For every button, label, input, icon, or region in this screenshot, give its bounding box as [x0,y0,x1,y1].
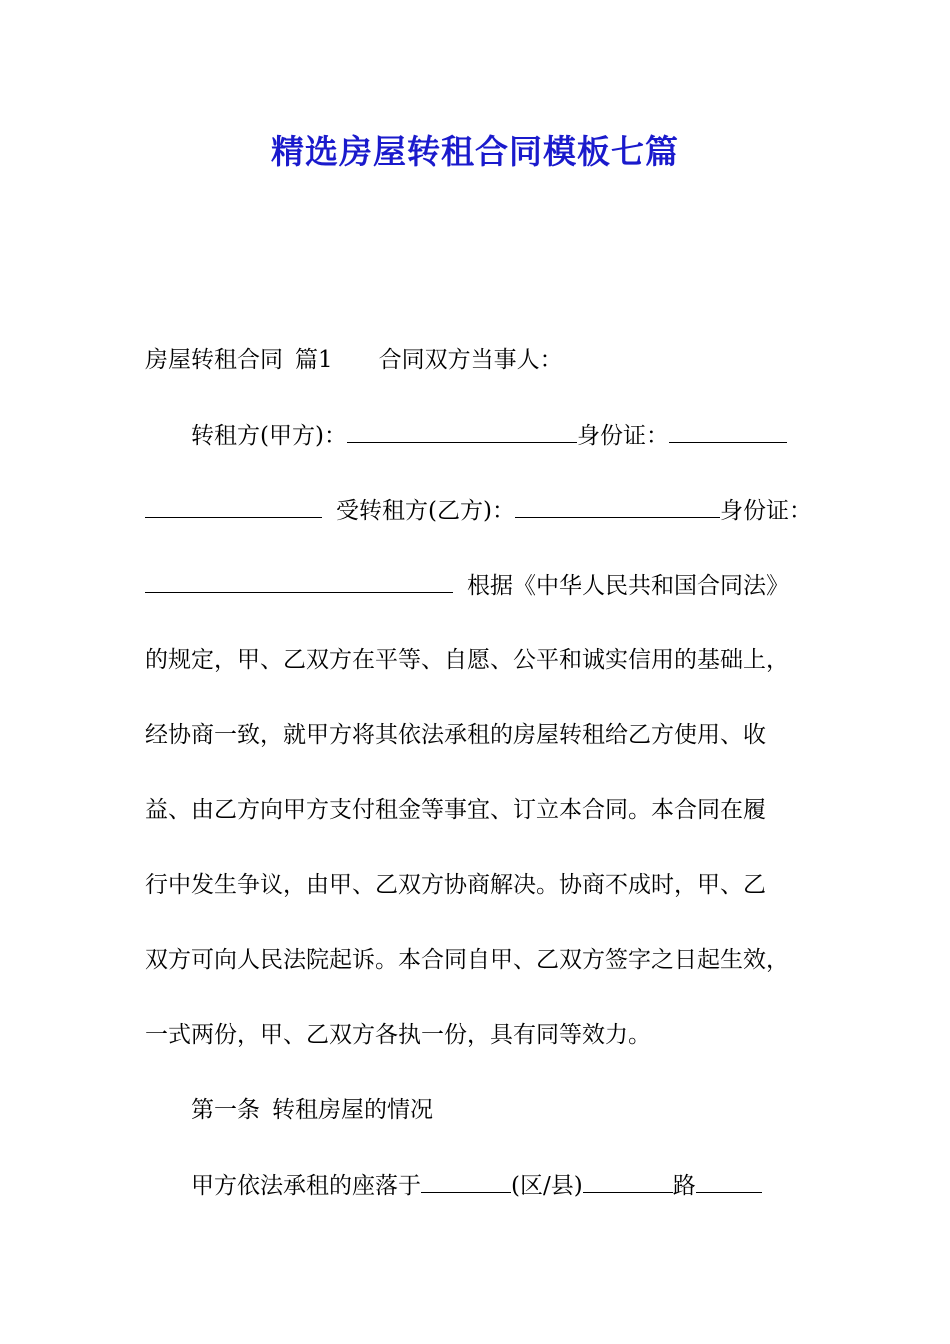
sublessor-line [191,420,787,451]
contract-chapter: 房屋转租合同 [145,347,283,373]
sublessor-id-blank-continued [145,495,322,518]
sublessor-id-blank [669,420,787,443]
location-prefix: 甲方依法承租的座落于 [191,1173,421,1199]
paragraph-line: 的规定，甲、乙双方在平等、自愿、公平和诚实信用的基础上， [145,647,789,673]
article-1-number: 第一条 [191,1097,260,1123]
sublessor-id-label: 身份证： [576,423,669,449]
paragraph-line: 经协商一致，就甲方将其依法承租的房屋转租给乙方使用、收 [145,722,766,748]
road-label: 路 [672,1173,696,1199]
sublessee-label: 受转租方(乙方)： [336,498,515,524]
sublessor-label: 转租方(甲方)： [191,423,347,449]
basis-text: 根据《中华人民共和国合同法》 [467,573,789,599]
paragraph-line: 双方可向人民法院起诉。本合同自甲、乙双方签字之日起生效， [145,947,789,973]
number-blank [696,1170,762,1193]
paragraph-line: 一式两份，甲、乙双方各执一份，具有同等效力。 [145,1022,651,1048]
contract-number: 篇1 [295,347,333,373]
road-blank [583,1170,673,1193]
sublessee-name-blank [515,495,720,518]
parties-label: 合同双方当事人： [378,347,563,373]
contract-heading-line [145,345,563,375]
district-blank [421,1170,511,1193]
sublessor-name-blank [347,420,577,443]
basis-line [145,570,789,601]
paragraph-line: 行中发生争议，由甲、乙双方协商解决。协商不成时，甲、乙 [145,872,766,898]
paragraph-line: 益、由乙方向甲方支付租金等事宜、订立本合同。本合同在履 [145,797,766,823]
sublessee-line [145,495,812,526]
article-1-title: 转租房屋的情况 [272,1097,433,1123]
sublessee-id-blank [145,570,453,593]
location-line [191,1170,762,1201]
sublessee-id-label: 身份证： [719,498,812,524]
article-1-heading [191,1095,433,1125]
district-label: (区/县) [511,1173,583,1199]
document-title: 精选房屋转租合同模板七篇 [271,132,679,171]
